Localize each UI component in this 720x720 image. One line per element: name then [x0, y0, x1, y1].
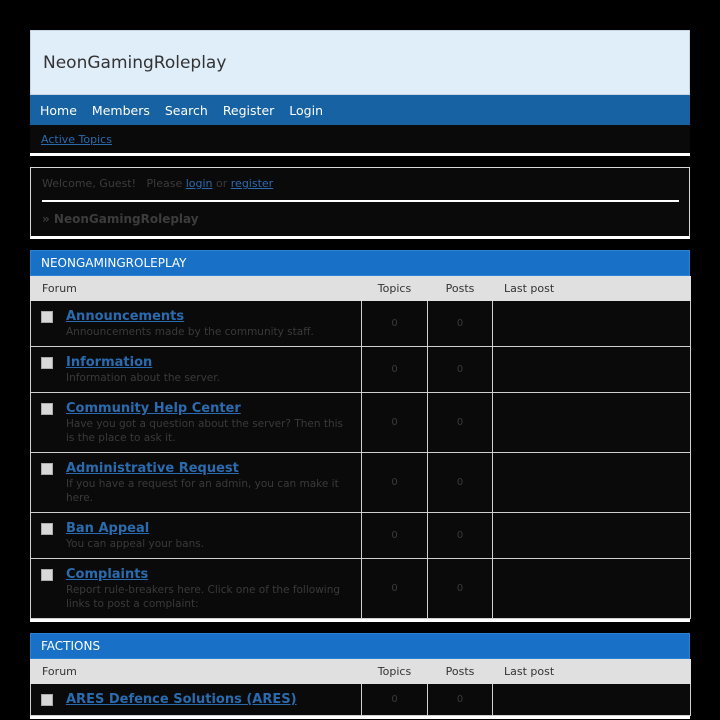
category-section [30, 633, 690, 719]
welcome-or: or [212, 177, 231, 190]
topics-count: 0 [362, 301, 428, 347]
forum-cell [31, 684, 362, 716]
topics-count: 0 [362, 453, 428, 513]
login-link[interactable]: login [185, 177, 213, 190]
forum-table [30, 659, 691, 716]
forum-table [30, 276, 691, 619]
table-header-row [31, 277, 691, 301]
divider [42, 200, 679, 202]
forum-link[interactable]: Complaints [66, 567, 149, 582]
table-row [31, 393, 691, 453]
col-last-post: Last post [493, 277, 691, 301]
category-section [30, 250, 690, 622]
topics-count: 0 [362, 347, 428, 393]
welcome-box [30, 167, 690, 239]
category-header: NEONGAMINGROLEPLAY [30, 250, 690, 276]
last-post-cell [493, 684, 691, 716]
table-header-row [31, 660, 691, 684]
sub-nav [30, 125, 690, 156]
forum-link[interactable]: Administrative Request [66, 461, 239, 476]
posts-count: 0 [428, 301, 493, 347]
forum-description: If you have a request for an admin, you can make it here. [66, 478, 339, 504]
topics-count: 0 [362, 559, 428, 619]
page [30, 30, 690, 719]
forum-cell [31, 347, 362, 393]
forum-cell [31, 393, 362, 453]
last-post-cell [493, 513, 691, 559]
forum-link[interactable]: Community Help Center [66, 401, 241, 416]
forum-description: Report rule-breakers here. Click one of the following links to post a complaint: [66, 584, 341, 610]
table-row [31, 513, 691, 559]
forum-status-icon [41, 569, 53, 581]
forum-link[interactable]: ARES Defence Solutions (ARES) [66, 692, 297, 707]
posts-count: 0 [428, 453, 493, 513]
nav-login[interactable]: Login [289, 102, 324, 118]
posts-count: 0 [428, 347, 493, 393]
last-post-cell [493, 301, 691, 347]
table-row [31, 347, 691, 393]
site-header [30, 30, 690, 95]
posts-count: 0 [428, 393, 493, 453]
forum-status-icon [41, 463, 53, 475]
main-nav [30, 95, 690, 125]
forum-link[interactable]: Information [66, 355, 153, 370]
section-bottom-border [30, 619, 690, 622]
nav-home[interactable]: Home [40, 102, 77, 118]
table-row [31, 301, 691, 347]
forum-status-icon [41, 357, 53, 369]
posts-count: 0 [428, 684, 493, 716]
forum-status-icon [41, 694, 53, 706]
active-topics-link[interactable]: Active Topics [41, 132, 112, 146]
col-posts: Posts [428, 660, 493, 684]
last-post-cell [493, 393, 691, 453]
table-row [31, 684, 691, 716]
nav-register[interactable]: Register [222, 102, 275, 118]
site-title: NeonGamingRoleplay [43, 52, 227, 73]
col-forum: Forum [31, 660, 362, 684]
last-post-cell [493, 453, 691, 513]
last-post-cell [493, 559, 691, 619]
breadcrumb: » NeonGamingRoleplay [42, 212, 199, 226]
forum-description: Information about the server. [66, 372, 220, 384]
col-last-post: Last post [493, 660, 691, 684]
welcome-text: Welcome, Guest! Please [42, 177, 186, 190]
topics-count: 0 [362, 513, 428, 559]
col-topics: Topics [362, 660, 428, 684]
section-bottom-border [30, 716, 690, 719]
topics-count: 0 [362, 684, 428, 716]
forum-status-icon [41, 523, 53, 535]
col-topics: Topics [362, 277, 428, 301]
forum-link[interactable]: Announcements [66, 309, 185, 324]
forum-status-icon [41, 311, 53, 323]
forum-description: You can appeal your bans. [66, 538, 205, 550]
topics-count: 0 [362, 393, 428, 453]
col-forum: Forum [31, 277, 362, 301]
forum-link[interactable]: Ban Appeal [66, 521, 150, 536]
forum-cell [31, 559, 362, 619]
forum-description: Have you got a question about the server? Then this is the place to ask it. [66, 418, 344, 444]
forum-cell [31, 301, 362, 347]
nav-search[interactable]: Search [164, 102, 208, 118]
table-row [31, 559, 691, 619]
col-posts: Posts [428, 277, 493, 301]
posts-count: 0 [428, 513, 493, 559]
table-row [31, 453, 691, 513]
category-header: FACTIONS [30, 633, 690, 659]
last-post-cell [493, 347, 691, 393]
forum-description: Announcements made by the community staff. [66, 326, 314, 338]
forum-status-icon [41, 403, 53, 415]
nav-members[interactable]: Members [91, 102, 150, 118]
forum-cell [31, 453, 362, 513]
register-link[interactable]: register [230, 177, 274, 190]
forum-cell [31, 513, 362, 559]
welcome-message [42, 177, 679, 197]
posts-count: 0 [428, 559, 493, 619]
